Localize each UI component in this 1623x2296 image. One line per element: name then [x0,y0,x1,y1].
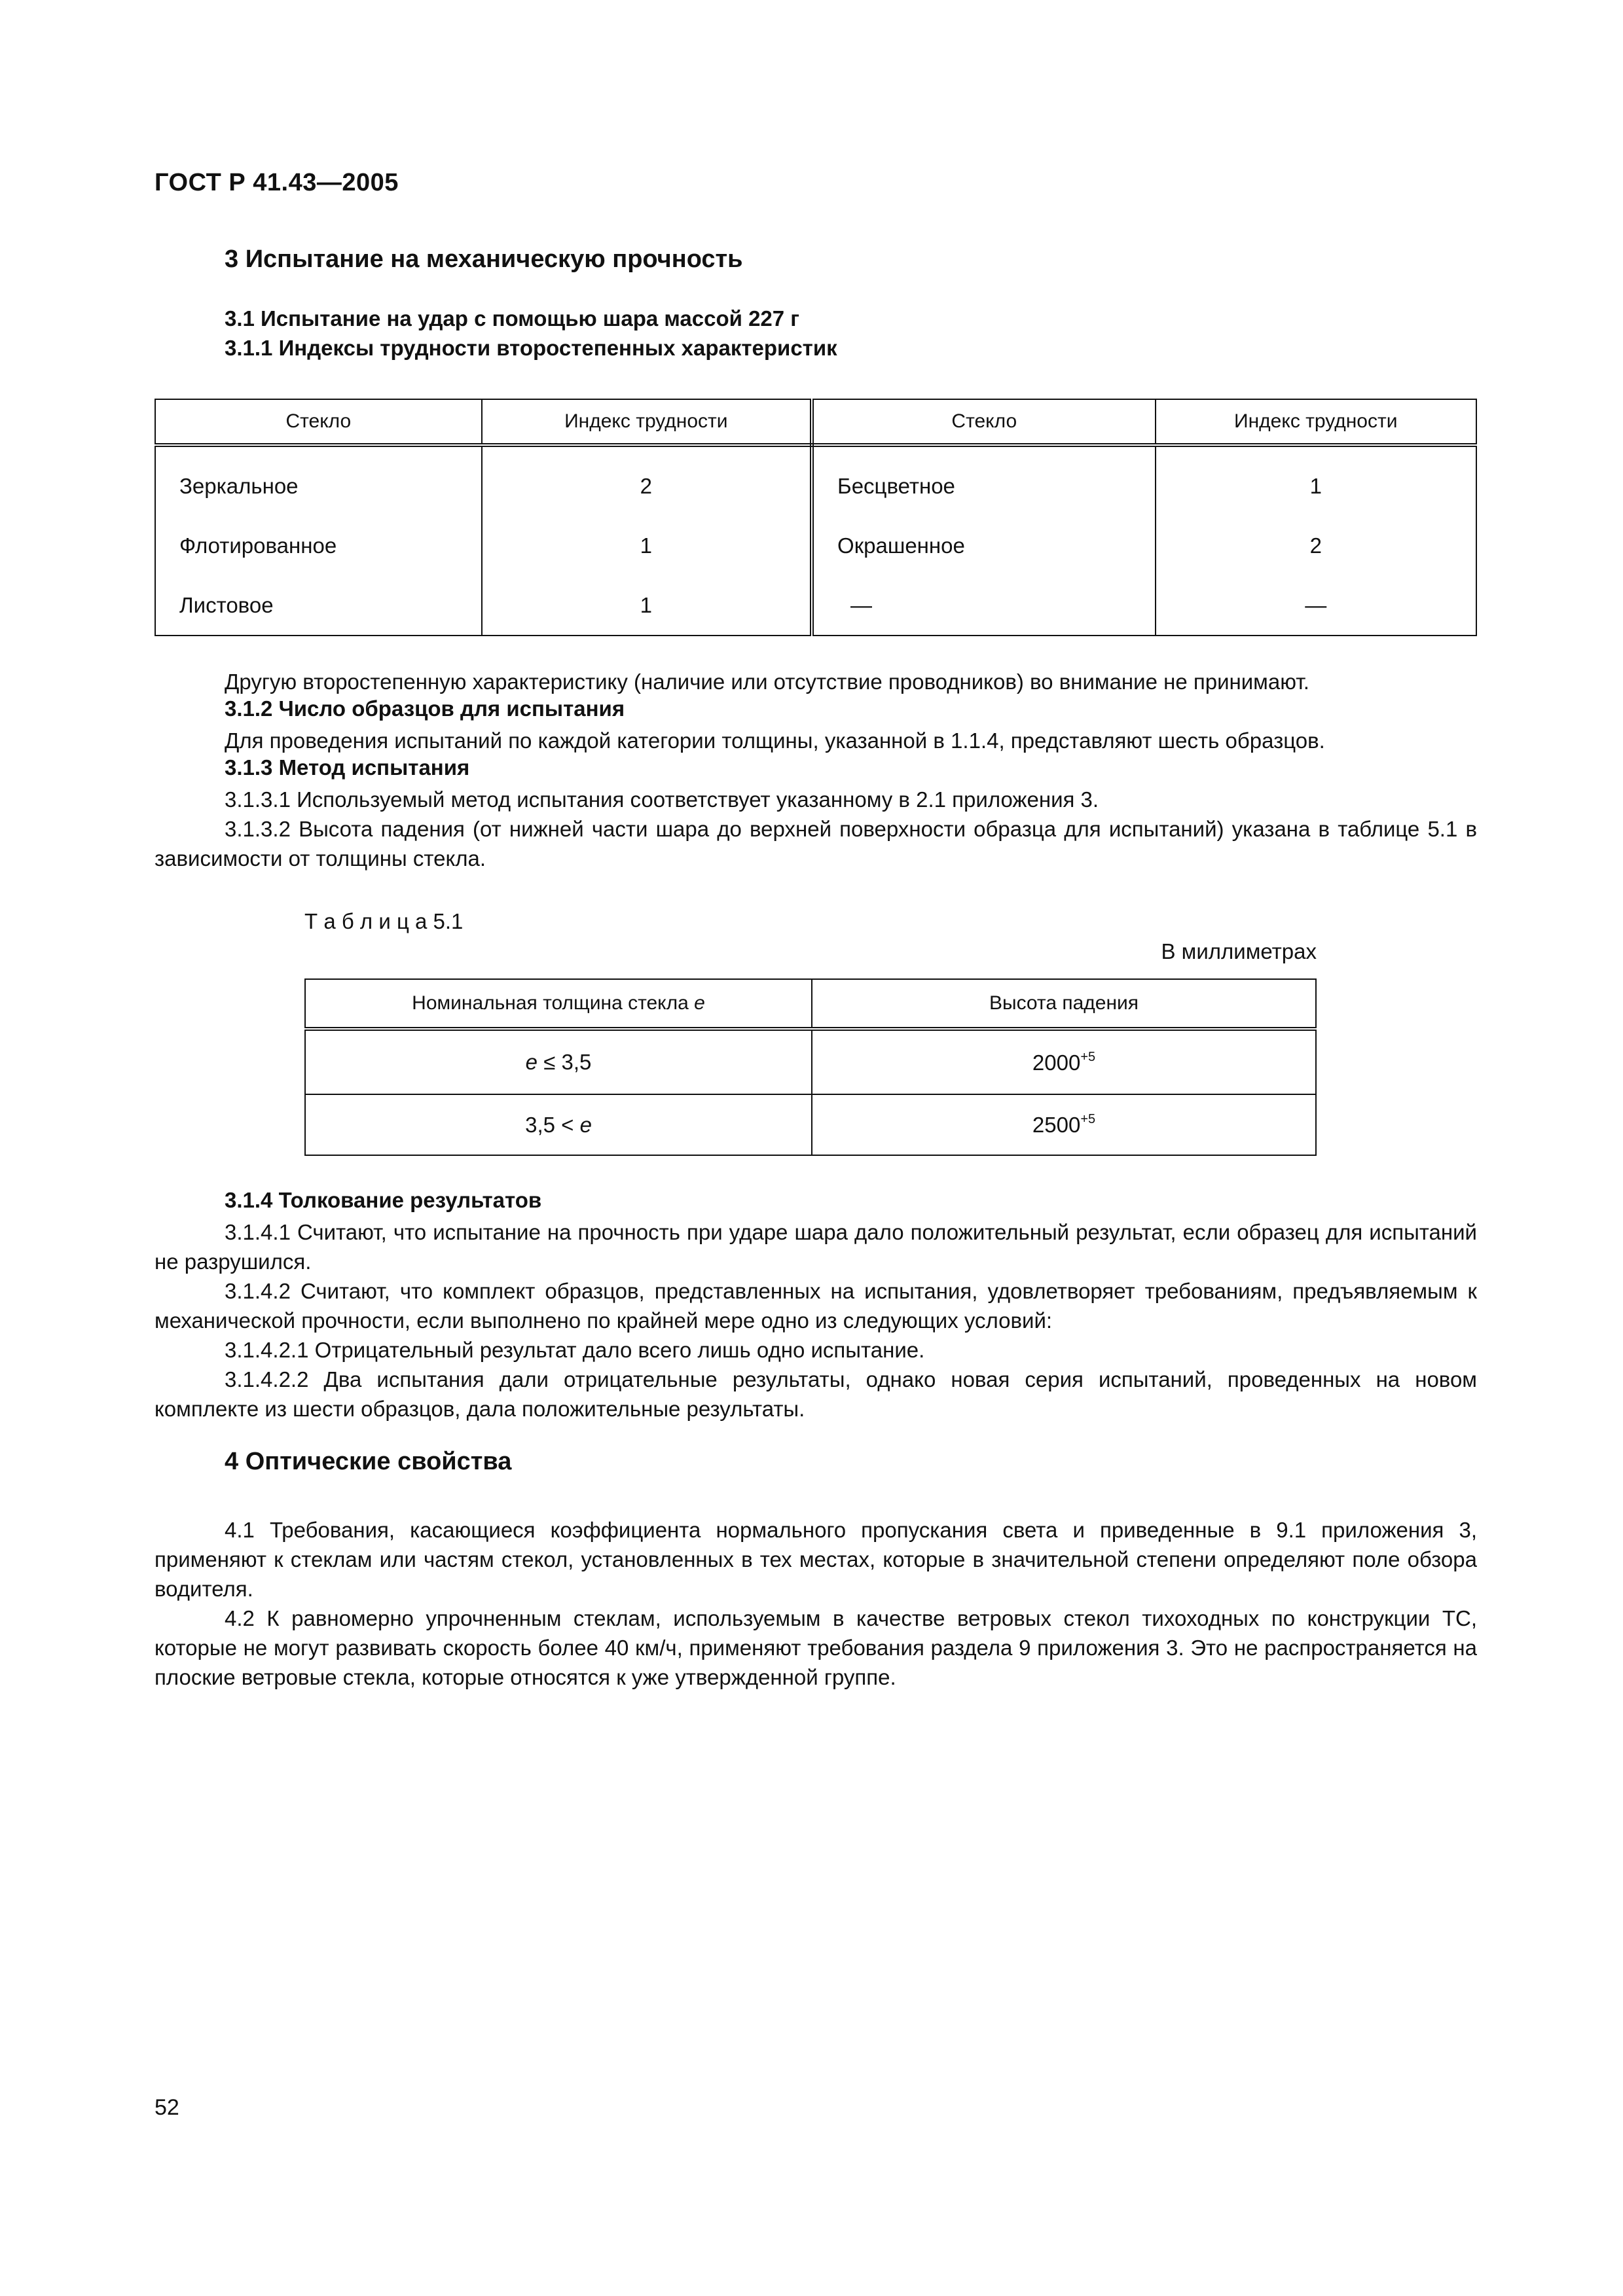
table-cell: — [1156,575,1476,636]
table-5-1-caption: Т а б л и ц а 5.1 [304,909,464,933]
section-3-title: 3 Испытание на механическую прочность [225,245,743,273]
header-drop-height: Высота падения [812,979,1316,1029]
table-5-1-units: В миллиметрах [1161,939,1317,963]
document-header: ГОСТ Р 41.43—2005 [155,169,399,196]
header-glass-1: Стекло [155,399,482,445]
table-cell: 2 [1156,516,1476,575]
table-row [305,1029,1316,1094]
thickness-cell: 3,5 < e [305,1094,812,1155]
height-cell: $2000^{+5}$ [812,1029,1316,1094]
thickness-cell: e ≤ 3,5 [305,1029,812,1094]
paragraph-4-2: 4.2 К равномерно упрочненным стеклам, используемым в качестве ветровых стекол тихоходных по конструкции ТС, которые не могут развивать скорость более 40 км/ч, применяют требования раздела 9 приложения 3. Это не распространяется на плоские ветровые стекла, которые относятся к уже утвержденной группе. [155,1606,1477,1689]
table-row [305,1094,1316,1155]
subsection-3-1-title: 3.1 Испытание на удар с помощью шара массой 227 г [225,306,800,331]
paragraph-3-1-4-1: 3.1.4.1 Считают, что испытание на прочность при ударе шара дало положительный результат, если образец для испытаний не разрушился. [155,1220,1477,1274]
table-cell: Бесцветное [812,445,1156,516]
table-header-row [155,399,1476,445]
difficulty-index-table [155,399,1477,636]
table-cell: Окрашенное [812,516,1156,575]
paragraph-other-characteristic: Другую второстепенную характеристику (наличие или отсутствие проводников) во внимание не принимают. [225,670,1309,694]
table-row [155,516,1476,575]
subsection-3-1-4-title: 3.1.4 Толкование результатов [225,1188,542,1212]
table-cell: Флотированное [155,516,482,575]
table-cell: 2 [482,445,812,516]
table-row [155,575,1476,636]
table-cell: 1 [482,575,812,636]
subsection-3-1-1-title: 3.1.1 Индексы трудности второстепенных характеристик [225,336,837,360]
table-cell: 1 [482,516,812,575]
paragraph-3-1-3-2: 3.1.3.2 Высота падения (от нижней части шара до верхней поверхности образца для испытаний) указана в таблице 5.1 в зависимости от толщины стекла. [155,817,1477,870]
paragraph-3-1-2: Для проведения испытаний по каждой категории толщины, указанной в 1.1.4, представляют шесть образцов. [225,728,1325,753]
paragraph-3-1-3-1: 3.1.3.1 Используемый метод испытания соответствует указанному в 2.1 приложения 3. [225,787,1099,812]
header-index-1: Индекс трудности [482,399,812,445]
section-4-title: 4 Оптические свойства [225,1448,512,1475]
table-cell: 1 [1156,445,1476,516]
header-glass-2: Стекло [812,399,1156,445]
table-cell: Зеркальное [155,445,482,516]
paragraph-4-1: 4.1 Требования, касающиеся коэффициента нормального пропускания света и приведенные в 9.1 приложения 3, применяют к стеклам или частям стекол, установленных в тех местах, которые в значительной степени определяют поле обзора водителя. [155,1518,1477,1601]
height-cell: $2500^{+5}$ [812,1094,1316,1155]
header-thickness: Номинальная толщина стекла e [305,979,812,1029]
paragraph-3-1-4-2-1: 3.1.4.2.1 Отрицательный результат дало всего лишь одно испытание. [225,1338,925,1362]
subsection-3-1-2-title: 3.1.2 Число образцов для испытания [225,696,625,721]
paragraph-3-1-4-2-2: 3.1.4.2.2 Два испытания дали отрицательные результаты, однако новая серия испытаний, проведенных на новом комплекте из шести образцов, дала положительные результаты. [155,1367,1477,1421]
table-header-row [305,979,1316,1029]
table-cell: Листовое [155,575,482,636]
paragraph-3-1-4-2: 3.1.4.2 Считают, что комплект образцов, представленных на испытания, удовлетворяет требованиям, предъявляемым к механической прочности, если выполнено по крайней мере одно из следующих условий: [155,1279,1477,1333]
table-cell: — [812,575,1156,636]
table-row [155,445,1476,516]
drop-height-table [304,978,1317,1156]
page-number: 52 [155,2095,179,2120]
subsection-3-1-3-title: 3.1.3 Метод испытания [225,755,470,780]
header-index-2: Индекс трудности [1156,399,1476,445]
